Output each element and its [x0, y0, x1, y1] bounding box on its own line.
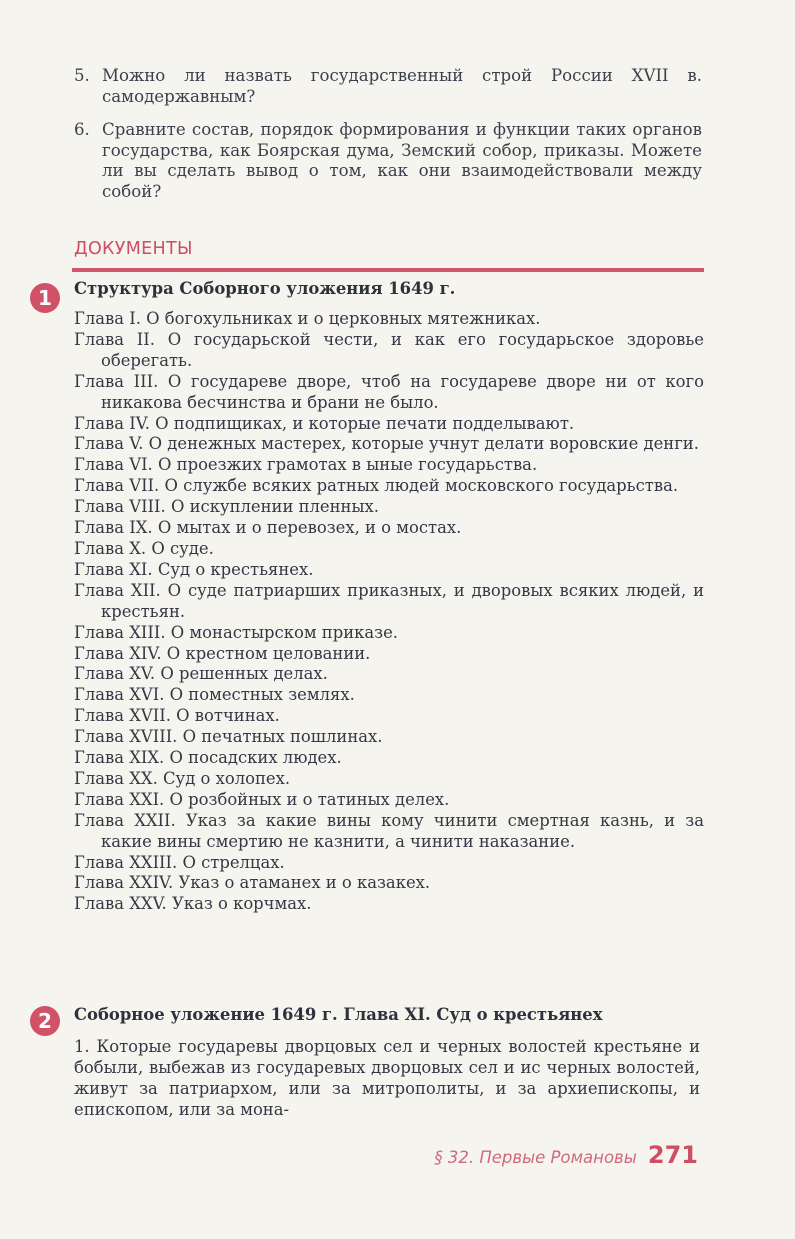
document-number-badge: 2	[30, 1006, 60, 1036]
chapter-item	[74, 664, 704, 685]
chapter-item	[74, 769, 704, 790]
chapter-item	[74, 644, 704, 665]
chapter-item	[74, 727, 704, 748]
chapter-item	[74, 560, 704, 581]
question-6	[74, 120, 702, 202]
chapter-item	[74, 581, 704, 623]
chapter-title: О посадских людех.	[169, 748, 342, 768]
chapter-title: О проезжих грамотах в ыные государьства.	[158, 455, 538, 475]
chapter-label: Глава XXII.	[74, 810, 176, 830]
chapter-item	[74, 539, 704, 560]
question-number: 6.	[74, 120, 90, 139]
chapter-title: О искуплении пленных.	[170, 497, 379, 517]
document-1-title: Структура Соборного уложения 1649 г.	[74, 279, 456, 298]
chapter-item	[74, 518, 704, 539]
chapter-item	[74, 811, 704, 853]
chapter-item	[74, 894, 704, 915]
section-title: § 32. Первые Романовы	[434, 1148, 637, 1167]
chapter-item	[74, 455, 704, 476]
chapter-item	[74, 414, 704, 435]
chapter-item	[74, 685, 704, 706]
chapter-label: Глава XXIV.	[74, 873, 174, 893]
chapter-label: Глава XIX.	[74, 748, 165, 768]
question-text: Сравните состав, порядок формирования и функции таких органов государства, как Боярская дума, Земский собор, приказы. Можете ли вы сделать вывод о том, как они взаимодействовали между собой?	[102, 120, 702, 201]
chapter-item	[74, 623, 704, 644]
chapter-label: Глава II.	[74, 329, 155, 349]
chapter-title: Суд о крестьянех.	[157, 559, 314, 579]
chapter-title: О розбойных и о татиных делех.	[169, 789, 450, 809]
chapter-item	[74, 706, 704, 727]
chapter-label: Глава III.	[74, 371, 159, 391]
document-number-badge: 1	[30, 283, 60, 313]
chapter-title: О суде патриарших приказных, и дворовых всяких людей, и крестьян.	[101, 580, 704, 621]
documents-heading: ДОКУМЕНТЫ	[74, 239, 193, 259]
chapter-title: О государьской чести, и как его государьское здоровье оберегать.	[101, 329, 704, 370]
chapter-label: Глава VII.	[74, 476, 160, 496]
chapter-label: Глава V.	[74, 434, 144, 454]
chapter-title: О крестном целовании.	[166, 643, 371, 663]
chapter-title: Указ о корчмах.	[171, 894, 312, 914]
chapter-title: О денежных мастерех, которые учнут делати воровские денги.	[148, 434, 699, 454]
document-2-text: 1. Которые государевы дворцовых сел и черных волостей крестьяне и бобыли, выбежав из государевых дворцовых сел и ис черных волостей, живут за патриархом, или за митрополиты, и за архиепископы, и епископом, или за мона-	[74, 1037, 700, 1119]
chapter-label: Глава X.	[74, 538, 147, 558]
page-footer	[434, 1141, 698, 1169]
chapter-title: О монастырском приказе.	[170, 622, 398, 642]
chapter-title: О подпищиках, и которые печати подделывают.	[155, 413, 575, 433]
chapter-title: Указ о атаманех и о казакех.	[178, 873, 431, 893]
chapter-item	[74, 476, 704, 497]
chapter-title: О богохульниках и о церковных мятежниках.	[146, 309, 541, 328]
chapter-label: Глава XI.	[74, 559, 153, 579]
question-text: Можно ли назвать государственный строй России XVII в. самодержавным?	[102, 66, 702, 106]
chapter-title: Указ за какие вины кому чинити смертная казнь, и за какие вины смертию не казнити, а чинити наказание.	[101, 810, 704, 851]
chapter-item	[74, 790, 704, 811]
chapter-title: О поместных землях.	[169, 685, 355, 705]
documents-divider	[72, 268, 704, 272]
chapter-title: О вотчинах.	[176, 706, 280, 726]
chapter-item	[74, 748, 704, 769]
chapter-label: Глава VI.	[74, 455, 153, 475]
chapter-label: Глава XXV.	[74, 894, 167, 914]
chapter-label: Глава XVII.	[74, 706, 171, 726]
chapter-label: Глава XVI.	[74, 685, 165, 705]
chapter-title: Суд о холопех.	[163, 768, 291, 788]
chapter-title: О суде.	[151, 538, 214, 558]
chapter-label: Глава XIII.	[74, 622, 166, 642]
chapter-item	[74, 309, 704, 330]
chapter-title: О стрелцах.	[182, 852, 285, 872]
chapter-label: Глава IV.	[74, 413, 150, 433]
question-5	[74, 66, 702, 107]
chapter-item	[74, 873, 704, 894]
chapter-title: О печатных пошлинах.	[182, 727, 383, 747]
chapter-label: Глава XXIII.	[74, 852, 178, 872]
chapter-label: Глава IX.	[74, 518, 153, 538]
page-number: 271	[647, 1141, 698, 1169]
chapter-title: О решенных делах.	[160, 664, 328, 684]
chapter-title: О службе всяких ратных людей московского государьства.	[164, 476, 679, 496]
question-number: 5.	[74, 66, 90, 85]
chapter-label: Глава XII.	[74, 580, 161, 600]
chapter-label: Глава XIV.	[74, 643, 162, 663]
chapter-item	[74, 434, 704, 455]
chapter-list	[74, 309, 704, 915]
chapter-label: Глава XX.	[74, 768, 158, 788]
chapter-item	[74, 330, 704, 372]
chapter-label: Глава I.	[74, 309, 141, 328]
chapter-item	[74, 497, 704, 518]
chapter-item	[74, 372, 704, 414]
chapter-label: Глава XXI.	[74, 789, 165, 809]
chapter-title: О мытах и о перевозех, и о мостах.	[157, 518, 462, 538]
chapter-label: Глава XVIII.	[74, 727, 178, 747]
chapter-title: О государеве дворе, чтоб на государеве дворе ни от кого никакова бесчинства и брани не было.	[101, 371, 704, 412]
chapter-item	[74, 853, 704, 874]
document-2-title: Соборное уложение 1649 г. Глава XI. Суд о крестьянех	[74, 1005, 603, 1024]
chapter-label: Глава XV.	[74, 664, 156, 684]
chapter-label: Глава VIII.	[74, 497, 166, 517]
